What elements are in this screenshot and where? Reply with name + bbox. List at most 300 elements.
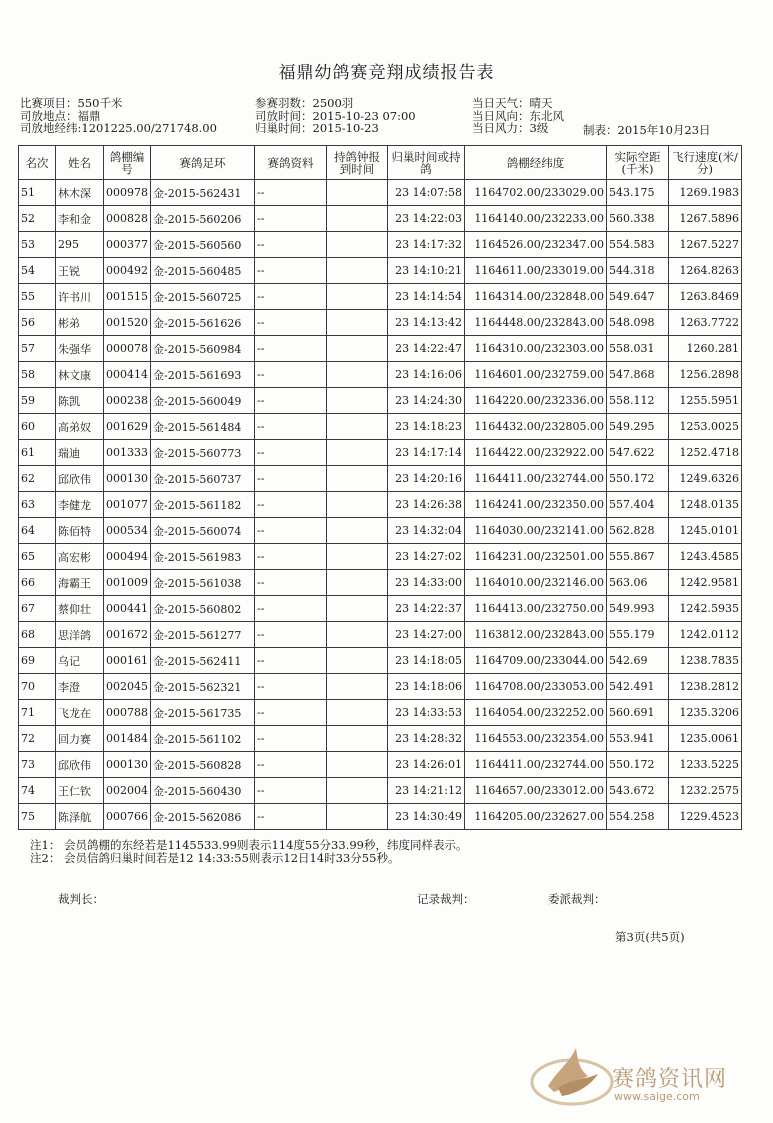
cell-ring: 金-2015-560074 [151, 518, 255, 544]
pigeon-icon [528, 1040, 614, 1110]
table-row [19, 284, 742, 310]
cell-clock [327, 492, 388, 518]
header-ring: 赛鸽足环 [151, 146, 255, 180]
cell-clock [327, 622, 388, 648]
cell-coord: 1164411.00/232744.00 [465, 466, 607, 492]
cell-rank: 61 [19, 440, 56, 466]
record-judge-label: 记录裁判： [417, 892, 475, 906]
cell-rank: 60 [19, 414, 56, 440]
table-row [19, 648, 742, 674]
table-row [19, 440, 742, 466]
cell-ring: 金-2015-561484 [151, 414, 255, 440]
return-time: 归巢时间：2015-10-23 [255, 121, 379, 135]
cell-loft-no: 002045 [104, 674, 151, 700]
cell-rank: 54 [19, 258, 56, 284]
table-row [19, 804, 742, 830]
cell-speed: 1243.4585 [669, 544, 742, 570]
cell-rank: 62 [19, 466, 56, 492]
cell-loft-no: 000130 [104, 752, 151, 778]
notes [30, 839, 467, 865]
cell-distance: 543.672 [607, 778, 669, 804]
cell-speed: 1235.0061 [669, 726, 742, 752]
cell-ring: 金-2015-560802 [151, 596, 255, 622]
cell-distance: 548.098 [607, 310, 669, 336]
race-item: 比赛项目：550千米 [20, 96, 123, 110]
cell-name: 陈佰特 [56, 518, 104, 544]
cell-arrival: 23 14:26:01 [388, 752, 465, 778]
header-distance: 实际空距(千米) [607, 146, 669, 180]
header-rank: 名次 [19, 146, 56, 180]
cell-coord: 1164241.00/232350.00 [465, 492, 607, 518]
cell-name: 许书川 [56, 284, 104, 310]
release-time: 司放时间：2015-10-23 07:00 [255, 108, 416, 123]
cell-distance: 549.993 [607, 596, 669, 622]
cell-clock [327, 752, 388, 778]
table-row [19, 622, 742, 648]
cell-info: -- [255, 648, 327, 674]
cell-distance: 547.622 [607, 440, 669, 466]
cell-coord: 1164553.00/232354.00 [465, 726, 607, 752]
cell-ring: 金-2015-560828 [151, 752, 255, 778]
cell-name: 彬弟 [56, 310, 104, 336]
cell-ring: 金-2015-560984 [151, 336, 255, 362]
cell-arrival: 23 14:33:53 [388, 700, 465, 726]
cell-loft-no: 001629 [104, 414, 151, 440]
cell-loft-no: 001077 [104, 492, 151, 518]
cell-arrival: 23 14:32:04 [388, 518, 465, 544]
cell-clock [327, 414, 388, 440]
cell-name: 陈凯 [56, 388, 104, 414]
cell-rank: 74 [19, 778, 56, 804]
cell-ring: 金-2015-561182 [151, 492, 255, 518]
cell-speed: 1248.0135 [669, 492, 742, 518]
cell-name: 王锐 [56, 258, 104, 284]
cell-loft-no: 001672 [104, 622, 151, 648]
cell-info: -- [255, 804, 327, 830]
cell-info: -- [255, 336, 327, 362]
cell-clock [327, 310, 388, 336]
chief-judge-label: 裁判长： [58, 892, 104, 906]
cell-speed: 1269.1983 [669, 180, 742, 206]
cell-distance: 558.031 [607, 336, 669, 362]
cell-loft-no: 001484 [104, 726, 151, 752]
cell-speed: 1256.2898 [669, 362, 742, 388]
cell-speed: 1267.5896 [669, 206, 742, 232]
cell-coord: 1164702.00/233029.00 [465, 180, 607, 206]
cell-arrival: 23 14:14:54 [388, 284, 465, 310]
cell-rank: 63 [19, 492, 56, 518]
table-row [19, 544, 742, 570]
cell-distance: 554.258 [607, 804, 669, 830]
watermark-text: 赛鸽资讯网 [612, 1067, 728, 1092]
cell-distance: 550.172 [607, 466, 669, 492]
cell-loft-no: 000492 [104, 258, 151, 284]
table-row [19, 492, 742, 518]
cell-name: 乌记 [56, 648, 104, 674]
cell-clock [327, 232, 388, 258]
release-coord: 司放地经纬:1201225.00/271748.00 [20, 121, 217, 135]
cell-rank: 59 [19, 388, 56, 414]
cell-rank: 68 [19, 622, 56, 648]
made-date: 制表：2015年10月23日 [583, 123, 711, 137]
cell-info: -- [255, 570, 327, 596]
cell-loft-no: 001333 [104, 440, 151, 466]
table-row [19, 570, 742, 596]
table-row [19, 674, 742, 700]
cell-info: -- [255, 726, 327, 752]
cell-speed: 1255.5951 [669, 388, 742, 414]
cell-ring: 金-2015-562411 [151, 648, 255, 674]
cell-loft-no: 001520 [104, 310, 151, 336]
cell-coord: 1164030.00/232141.00 [465, 518, 607, 544]
cell-ring: 金-2015-561735 [151, 700, 255, 726]
cell-name: 陈泽航 [56, 804, 104, 830]
cell-coord: 1164709.00/233044.00 [465, 648, 607, 674]
cell-loft-no: 000238 [104, 388, 151, 414]
cell-speed: 1253.0025 [669, 414, 742, 440]
cell-name: 李和金 [56, 206, 104, 232]
header-info: 赛鸽资料 [255, 146, 327, 180]
cell-speed: 1242.0112 [669, 622, 742, 648]
header-name: 姓名 [56, 146, 104, 180]
cell-distance: 547.868 [607, 362, 669, 388]
cell-distance: 555.179 [607, 622, 669, 648]
cell-name: 蔡仰壮 [56, 596, 104, 622]
results-body [19, 180, 742, 830]
cell-info: -- [255, 518, 327, 544]
cell-name: 林木深 [56, 180, 104, 206]
cell-rank: 53 [19, 232, 56, 258]
cell-clock [327, 726, 388, 752]
cell-speed: 1229.4523 [669, 804, 742, 830]
cell-speed: 1242.5935 [669, 596, 742, 622]
cell-speed: 1263.8469 [669, 284, 742, 310]
cell-arrival: 23 14:18:23 [388, 414, 465, 440]
note-2: 注2： 会员信鸽归巢时间若是12 14:33:55则表示12日14时33分55秒。 [30, 851, 400, 865]
cell-speed: 1232.2575 [669, 778, 742, 804]
cell-loft-no: 000414 [104, 362, 151, 388]
cell-info: -- [255, 284, 327, 310]
cell-distance: 562.828 [607, 518, 669, 544]
table-row [19, 596, 742, 622]
cell-name: 李健龙 [56, 492, 104, 518]
cell-rank: 65 [19, 544, 56, 570]
cell-speed: 1233.5225 [669, 752, 742, 778]
cell-arrival: 23 14:22:37 [388, 596, 465, 622]
cell-speed: 1238.7835 [669, 648, 742, 674]
info-column-left [20, 97, 217, 135]
cell-info: -- [255, 258, 327, 284]
cell-arrival: 23 14:13:42 [388, 310, 465, 336]
bird-count: 参赛羽数：2500羽 [255, 96, 354, 110]
cell-distance: 558.112 [607, 388, 669, 414]
cell-ring: 金-2015-561626 [151, 310, 255, 336]
cell-clock [327, 804, 388, 830]
cell-coord: 1164220.00/232336.00 [465, 388, 607, 414]
cell-arrival: 23 14:30:49 [388, 804, 465, 830]
assigned-judge-label: 委派裁判： [548, 892, 606, 906]
watermark-url: www.saige.com [614, 1090, 700, 1103]
cell-loft-no: 000534 [104, 518, 151, 544]
cell-info: -- [255, 466, 327, 492]
cell-loft-no: 002004 [104, 778, 151, 804]
cell-rank: 69 [19, 648, 56, 674]
cell-name: 海霸王 [56, 570, 104, 596]
cell-distance: 549.647 [607, 284, 669, 310]
cell-arrival: 23 14:16:06 [388, 362, 465, 388]
header-row [19, 146, 742, 180]
note-1: 注1： 会员鸽棚的东经若是1145533.99则表示114度55分33.99秒，纬度同样表示。 [30, 838, 468, 852]
cell-distance: 544.318 [607, 258, 669, 284]
cell-clock [327, 466, 388, 492]
cell-arrival: 23 14:20:16 [388, 466, 465, 492]
cell-ring: 金-2015-562086 [151, 804, 255, 830]
cell-clock [327, 388, 388, 414]
cell-ring: 金-2015-560485 [151, 258, 255, 284]
cell-loft-no: 001515 [104, 284, 151, 310]
cell-speed: 1263.7722 [669, 310, 742, 336]
cell-rank: 67 [19, 596, 56, 622]
cell-coord: 1164054.00/232252.00 [465, 700, 607, 726]
cell-info: -- [255, 778, 327, 804]
cell-ring: 金-2015-561102 [151, 726, 255, 752]
table-row [19, 414, 742, 440]
cell-coord: 1164526.00/232347.00 [465, 232, 607, 258]
report-title: 福鼎幼鸽赛竞翔成绩报告表 [278, 63, 495, 83]
cell-clock [327, 700, 388, 726]
cell-rank: 75 [19, 804, 56, 830]
cell-clock [327, 362, 388, 388]
cell-arrival: 23 14:26:38 [388, 492, 465, 518]
cell-loft-no: 000828 [104, 206, 151, 232]
cell-info: -- [255, 622, 327, 648]
table-row [19, 700, 742, 726]
cell-coord: 1164432.00/232805.00 [465, 414, 607, 440]
cell-ring: 金-2015-560206 [151, 206, 255, 232]
cell-arrival: 23 14:22:47 [388, 336, 465, 362]
cell-coord: 1164140.00/232233.00 [465, 206, 607, 232]
cell-rank: 58 [19, 362, 56, 388]
cell-rank: 57 [19, 336, 56, 362]
cell-name: 林文康 [56, 362, 104, 388]
cell-coord: 1164411.00/232744.00 [465, 752, 607, 778]
cell-info: -- [255, 206, 327, 232]
header-loft-no: 鸽棚编号 [104, 146, 151, 180]
table-row [19, 752, 742, 778]
table-row [19, 388, 742, 414]
cell-info: -- [255, 752, 327, 778]
cell-loft-no: 000161 [104, 648, 151, 674]
cell-name: 邱欣伟 [56, 466, 104, 492]
wind-direction: 当日风向：东北风 [472, 108, 564, 123]
cell-distance: 553.941 [607, 726, 669, 752]
cell-rank: 55 [19, 284, 56, 310]
cell-info: -- [255, 674, 327, 700]
cell-ring: 金-2015-561038 [151, 570, 255, 596]
cell-loft-no: 000441 [104, 596, 151, 622]
cell-ring: 金-2015-561693 [151, 362, 255, 388]
cell-rank: 70 [19, 674, 56, 700]
cell-speed: 1249.6326 [669, 466, 742, 492]
cell-arrival: 23 14:07:58 [388, 180, 465, 206]
cell-name: 瑞迪 [56, 440, 104, 466]
cell-info: -- [255, 440, 327, 466]
cell-arrival: 23 14:18:06 [388, 674, 465, 700]
cell-coord: 1164708.00/233053.00 [465, 674, 607, 700]
cell-coord: 1164422.00/232922.00 [465, 440, 607, 466]
cell-clock [327, 648, 388, 674]
cell-clock [327, 596, 388, 622]
cell-arrival: 23 14:27:02 [388, 544, 465, 570]
cell-distance: 542.69 [607, 648, 669, 674]
cell-coord: 1164657.00/233012.00 [465, 778, 607, 804]
cell-ring: 金-2015-560430 [151, 778, 255, 804]
cell-loft-no: 000978 [104, 180, 151, 206]
cell-coord: 1164611.00/233019.00 [465, 258, 607, 284]
cell-clock [327, 206, 388, 232]
table-row [19, 232, 742, 258]
cell-coord: 1164205.00/232627.00 [465, 804, 607, 830]
results-table [18, 145, 742, 830]
info-column-middle [255, 97, 416, 135]
table-row [19, 206, 742, 232]
cell-coord: 1164413.00/232750.00 [465, 596, 607, 622]
cell-ring: 金-2015-560725 [151, 284, 255, 310]
cell-distance: 542.491 [607, 674, 669, 700]
cell-speed: 1245.0101 [669, 518, 742, 544]
cell-loft-no: 000078 [104, 336, 151, 362]
cell-ring: 金-2015-562431 [151, 180, 255, 206]
cell-ring: 金-2015-562321 [151, 674, 255, 700]
cell-rank: 72 [19, 726, 56, 752]
cell-coord: 1164448.00/232843.00 [465, 310, 607, 336]
table-row [19, 336, 742, 362]
cell-distance: 550.172 [607, 752, 669, 778]
table-row [19, 518, 742, 544]
cell-distance: 549.295 [607, 414, 669, 440]
cell-arrival: 23 14:17:32 [388, 232, 465, 258]
cell-distance: 560.338 [607, 206, 669, 232]
cell-arrival: 23 14:10:21 [388, 258, 465, 284]
cell-rank: 51 [19, 180, 56, 206]
cell-info: -- [255, 414, 327, 440]
table-row [19, 310, 742, 336]
cell-arrival: 23 14:24:30 [388, 388, 465, 414]
cell-speed: 1252.4718 [669, 440, 742, 466]
info-column-right [472, 97, 564, 135]
cell-speed: 1235.3206 [669, 700, 742, 726]
cell-arrival: 23 14:17:14 [388, 440, 465, 466]
header-speed: 飞行速度(米/分) [669, 146, 742, 180]
cell-arrival: 23 14:33:00 [388, 570, 465, 596]
cell-distance: 555.867 [607, 544, 669, 570]
table-row [19, 778, 742, 804]
cell-coord: 1164601.00/232759.00 [465, 362, 607, 388]
cell-loft-no: 000766 [104, 804, 151, 830]
cell-clock [327, 440, 388, 466]
table-row [19, 466, 742, 492]
header-clock: 持鸽钟报到时间 [327, 146, 388, 180]
release-site: 司放地点：福鼎 [20, 108, 101, 123]
cell-ring: 金-2015-561277 [151, 622, 255, 648]
header-coord: 鸽棚经纬度 [465, 146, 607, 180]
cell-clock [327, 180, 388, 206]
cell-speed: 1238.2812 [669, 674, 742, 700]
table-row [19, 726, 742, 752]
cell-loft-no: 000130 [104, 466, 151, 492]
cell-loft-no: 001009 [104, 570, 151, 596]
cell-rank: 66 [19, 570, 56, 596]
page-number: 第3页(共5页) [615, 930, 685, 944]
watermark-logo [528, 1040, 768, 1110]
cell-info: -- [255, 362, 327, 388]
cell-speed: 1242.9581 [669, 570, 742, 596]
cell-name: 295 [56, 232, 104, 258]
cell-clock [327, 778, 388, 804]
cell-ring: 金-2015-560737 [151, 466, 255, 492]
cell-name: 邱欣伟 [56, 752, 104, 778]
cell-info: -- [255, 310, 327, 336]
cell-distance: 563.06 [607, 570, 669, 596]
cell-rank: 73 [19, 752, 56, 778]
cell-clock [327, 518, 388, 544]
table-row [19, 258, 742, 284]
cell-rank: 56 [19, 310, 56, 336]
cell-coord: 1164314.00/232848.00 [465, 284, 607, 310]
cell-arrival: 23 14:22:03 [388, 206, 465, 232]
cell-rank: 71 [19, 700, 56, 726]
cell-coord: 1164010.00/232146.00 [465, 570, 607, 596]
header-arrival: 归巢时间或持鸽 [388, 146, 465, 180]
weather: 当日天气：晴天 [472, 96, 553, 110]
cell-distance: 543.175 [607, 180, 669, 206]
cell-info: -- [255, 544, 327, 570]
cell-name: 李澄 [56, 674, 104, 700]
cell-info: -- [255, 180, 327, 206]
cell-info: -- [255, 700, 327, 726]
table-row [19, 362, 742, 388]
cell-name: 朱强华 [56, 336, 104, 362]
cell-name: 回力赛 [56, 726, 104, 752]
cell-ring: 金-2015-561983 [151, 544, 255, 570]
cell-speed: 1264.8263 [669, 258, 742, 284]
cell-speed: 1267.5227 [669, 232, 742, 258]
cell-loft-no: 000494 [104, 544, 151, 570]
cell-info: -- [255, 388, 327, 414]
cell-rank: 64 [19, 518, 56, 544]
wind-force: 当日风力：3级 [472, 121, 549, 135]
cell-name: 王仁钦 [56, 778, 104, 804]
table-row [19, 180, 742, 206]
cell-clock [327, 258, 388, 284]
cell-loft-no: 000788 [104, 700, 151, 726]
cell-arrival: 23 14:21:12 [388, 778, 465, 804]
cell-name: 思洋鸽 [56, 622, 104, 648]
cell-rank: 52 [19, 206, 56, 232]
cell-coord: 1164310.00/232303.00 [465, 336, 607, 362]
cell-coord: 1164231.00/232501.00 [465, 544, 607, 570]
cell-coord: 1163812.00/232843.00 [465, 622, 607, 648]
cell-arrival: 23 14:18:05 [388, 648, 465, 674]
cell-distance: 560.691 [607, 700, 669, 726]
cell-info: -- [255, 232, 327, 258]
cell-ring: 金-2015-560049 [151, 388, 255, 414]
cell-arrival: 23 14:27:00 [388, 622, 465, 648]
cell-distance: 557.404 [607, 492, 669, 518]
cell-info: -- [255, 596, 327, 622]
cell-info: -- [255, 492, 327, 518]
cell-clock [327, 544, 388, 570]
